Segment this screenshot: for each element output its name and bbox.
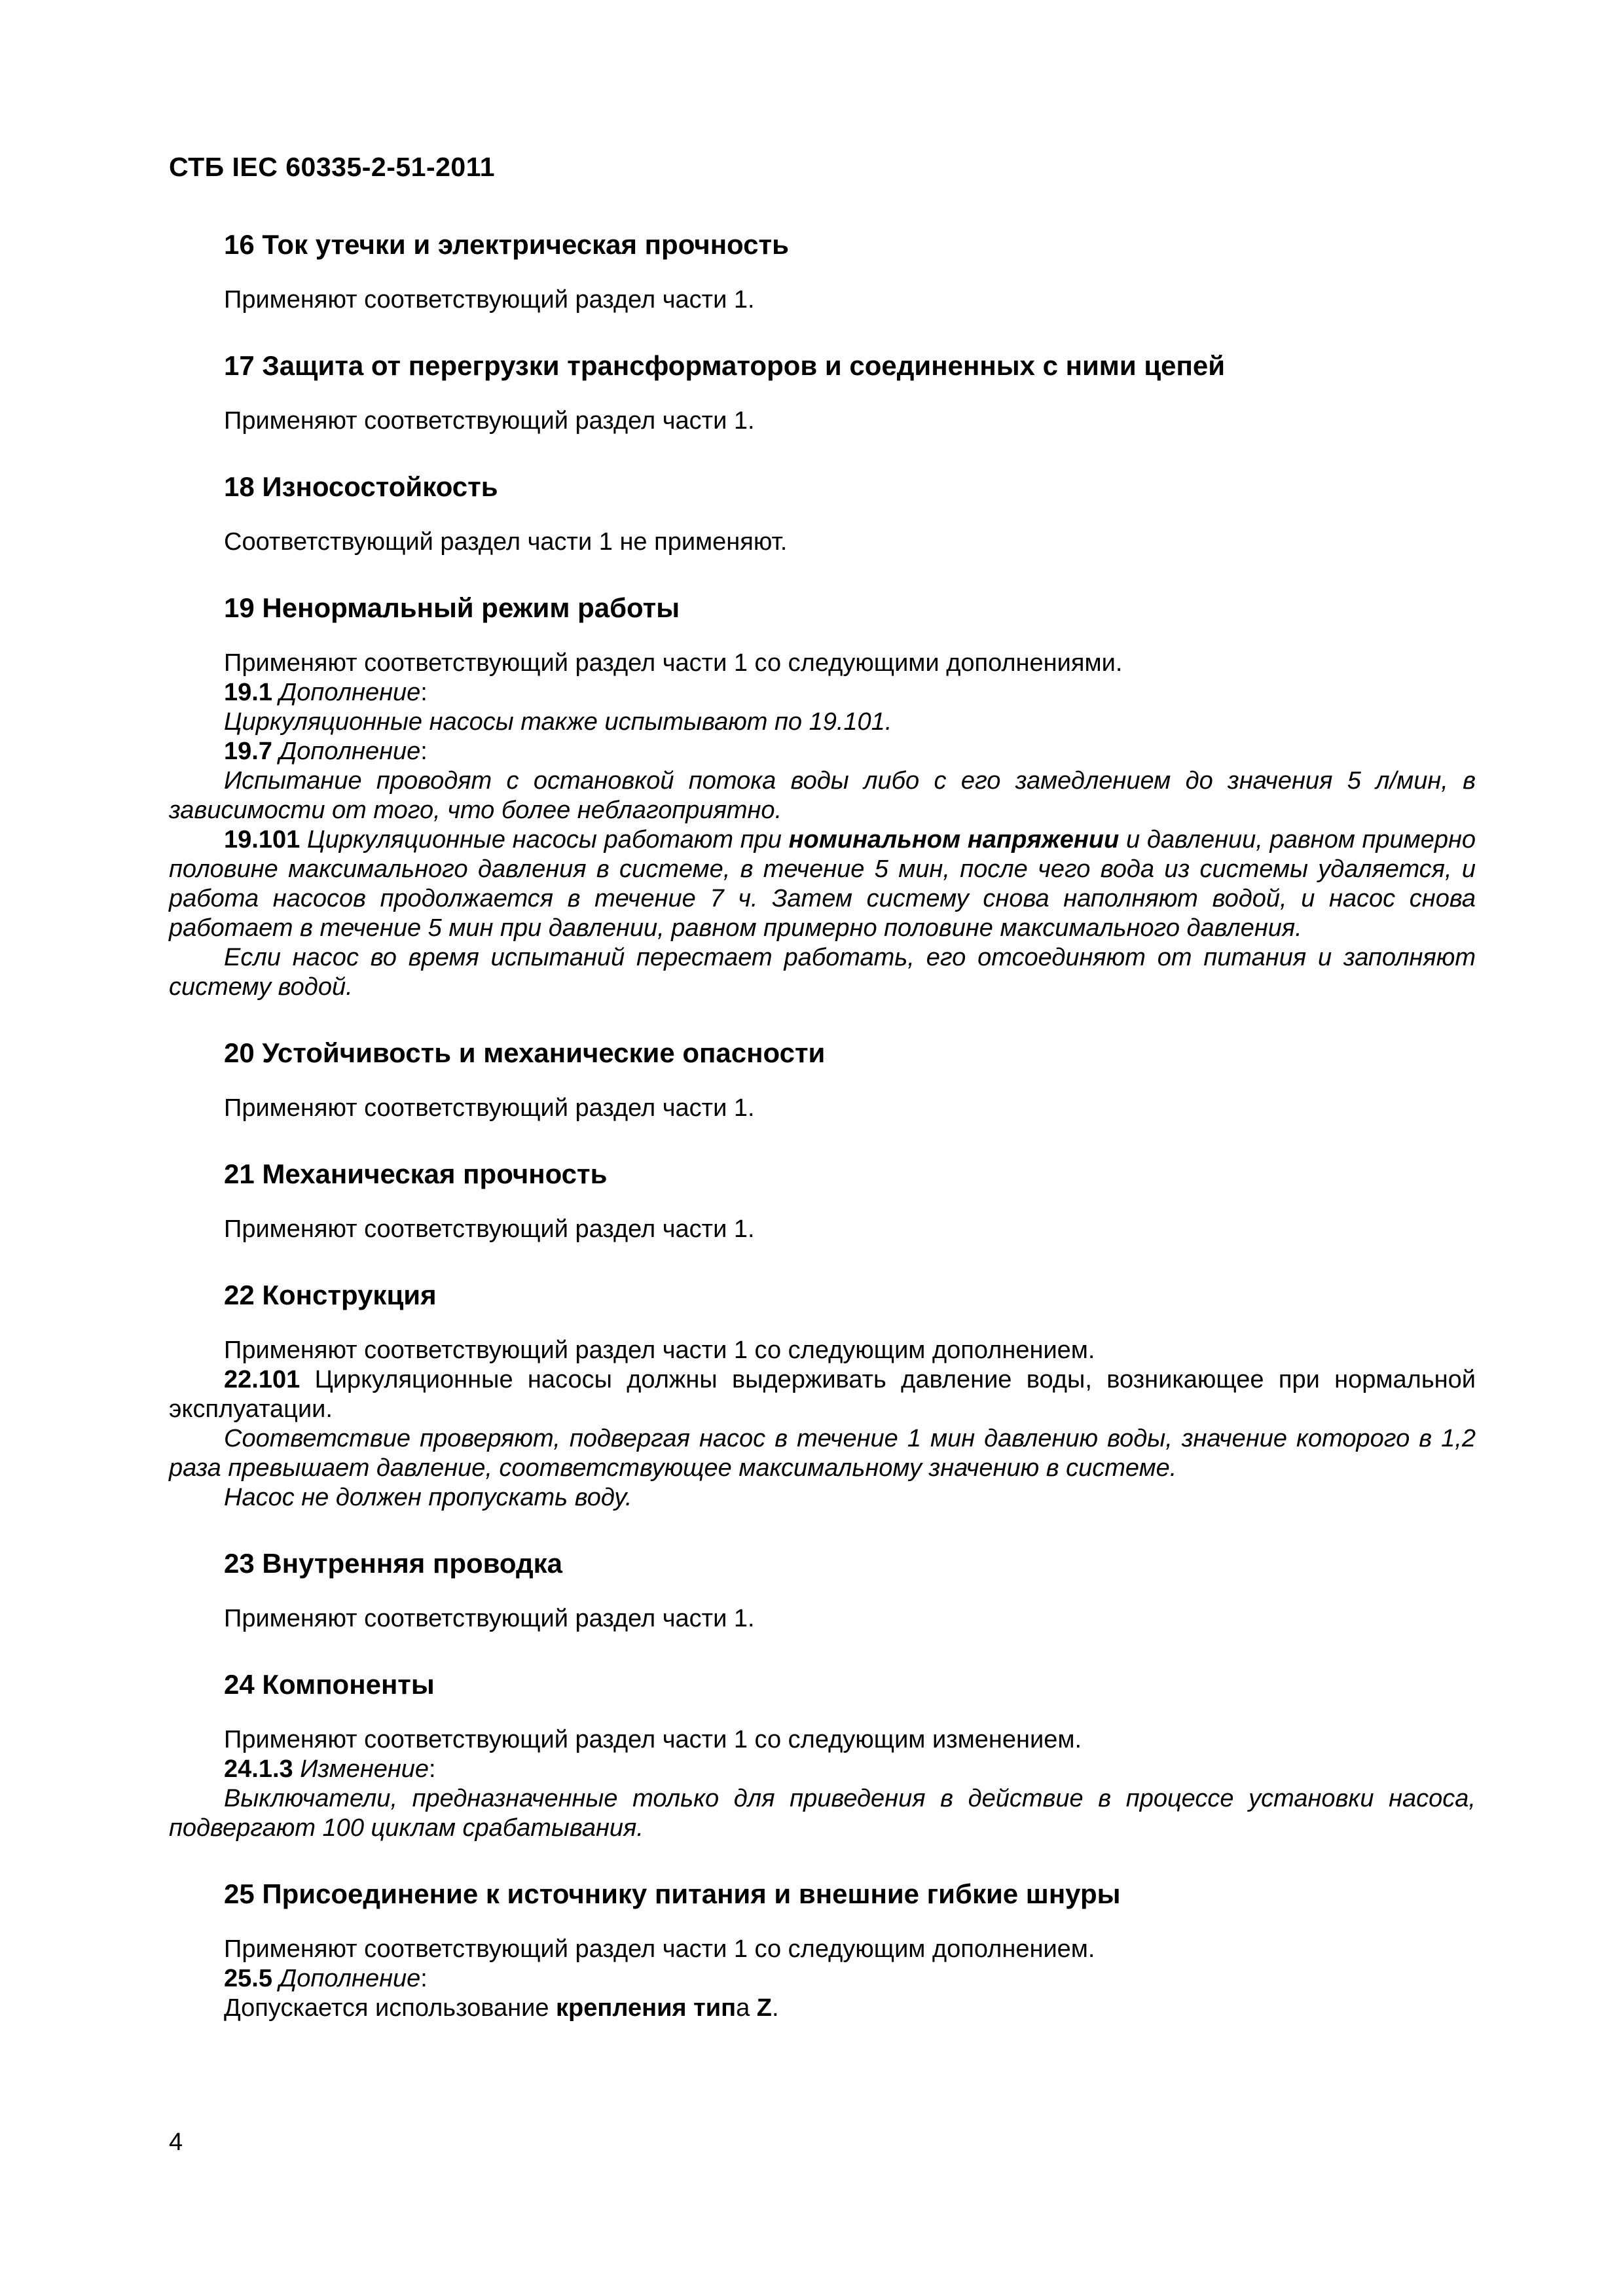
clause-25-5-text (169, 1994, 1476, 2023)
section-25-title: 25 Присоединение к источнику питания и внешние гибкие шнуры (224, 1878, 1121, 1909)
clause-19-101-text-a: Циркуляционные насосы работают при (306, 826, 782, 853)
clause-25-5-term-a: крепления тип (556, 1994, 737, 2022)
clause-25-5-text-b: а (736, 1994, 750, 2022)
section-23 (169, 1547, 1476, 1634)
section-20-title: 20 Устойчивость и механические опасности (224, 1037, 826, 1068)
clause-19-1-colon: : (420, 679, 428, 706)
clause-22-101-text (169, 1365, 1476, 1424)
clause-19-101-text-b: и давлении, равном примерно половине максимального давления в системе, в течение 5 мин, после чего вода из системы удаляется, и работа насосов продолжается в течение 7 ч. Затем систему снова наполняют водой, и насос снова работает в течение 5 мин при давлении, равном примерно половине максимального давления. (169, 826, 1476, 942)
clause-22-101-number: 22.101 (224, 1366, 301, 1393)
section-17-text: Применяют соответствующий раздел части 1. (224, 407, 755, 435)
clause-22-101-check: Соответствие проверяют, подвергая насос в течение 1 мин давлению воды, значение которого в 1,2 раза превышает давление, соответствующее максимальному значению в системе. (169, 1425, 1476, 1482)
section-22-title: 22 Конструкция (224, 1280, 437, 1310)
clause-24-1-3-text: Выключатели, предназначенные только для приведения в действие в процессе установки насоса, подвергают 100 циклам срабатывания. (169, 1785, 1476, 1842)
page-number: 4 (169, 2128, 183, 2156)
clause-24-1-3-colon: : (429, 1755, 436, 1783)
clause-19-1-text: Циркуляционные насосы также испытывают по 19.101. (224, 708, 892, 736)
clause-24-1-3-number: 24.1.3 (224, 1755, 293, 1783)
clause-19-101-number: 19.101 (224, 826, 301, 853)
section-16-text: Применяют соответствующий раздел части 1. (224, 286, 755, 314)
section-21-title: 21 Механическая прочность (224, 1158, 608, 1189)
clause-19-7-text: Испытание проводят с остановкой потока воды либо с его замедлением до значения 5 л/мин, в зависимости от того, что более неблагоприятно. (169, 767, 1476, 824)
section-24-title: 24 Компоненты (224, 1669, 435, 1700)
section-23-title: 23 Внутренняя проводка (224, 1548, 563, 1579)
section-25-intro: Применяют соответствующий раздел части 1 со следующим дополнением. (224, 1935, 1095, 1963)
clause-25-5-label: Дополнение (279, 1965, 421, 1992)
clause-25-5-term-b: Z (756, 1994, 773, 2022)
section-21-text: Применяют соответствующий раздел части 1. (224, 1215, 755, 1243)
clause-25-5-text-a: Допускается использование (224, 1994, 549, 2022)
clause-19-7-label: Дополнение (279, 738, 421, 765)
section-23-text: Применяют соответствующий раздел части 1. (224, 1605, 755, 1632)
section-19 (169, 591, 1476, 1002)
section-24-intro: Применяют соответствующий раздел части 1 со следующим изменением. (224, 1726, 1082, 1753)
clause-19-7-colon: : (420, 738, 428, 765)
clause-22-101-requirement: Насос не должен пропускать воду. (224, 1484, 632, 1511)
section-25 (169, 1877, 1476, 2023)
section-16-title: 16 Ток утечки и электрическая прочность (224, 229, 789, 260)
clause-22-101-body: Циркуляционные насосы должны выдерживать давление воды, возникающее при нормальной эксплуатации. (169, 1366, 1476, 1423)
clause-19-101-term: номинальном напряжении (788, 826, 1120, 853)
section-18-text: Соответствующий раздел части 1 не применяют. (224, 528, 788, 556)
section-17-title: 17 Защита от перегрузки трансформаторов и соединенных с ними цепей (224, 350, 1226, 381)
section-22 (169, 1278, 1476, 1513)
clause-19-7-heading (169, 737, 1476, 766)
section-20 (169, 1036, 1476, 1123)
section-21 (169, 1157, 1476, 1244)
clause-19-101-text (169, 825, 1476, 943)
section-22-intro: Применяют соответствующий раздел части 1 со следующим дополнением. (224, 1336, 1095, 1364)
clause-19-7-number: 19.7 (224, 738, 272, 765)
clause-19-1-label: Дополнение (279, 679, 421, 706)
section-20-text: Применяют соответствующий раздел части 1. (224, 1094, 755, 1122)
section-18 (169, 470, 1476, 557)
section-19-title: 19 Ненормальный режим работы (224, 592, 680, 623)
section-24 (169, 1668, 1476, 1843)
standard-designation: СТБ IEC 60335-2-51-2011 (169, 152, 496, 182)
clause-25-5-heading (169, 1964, 1476, 1994)
clause-19-1-number: 19.1 (224, 679, 272, 706)
clause-24-1-3-label: Изменение (300, 1755, 429, 1783)
section-18-title: 18 Износостойкость (224, 471, 498, 502)
clause-19-101-text-c: Если насос во время испытаний перестает работать, его отсоединяют от питания и заполняют систему водой. (169, 944, 1476, 1001)
clause-24-1-3-heading (169, 1755, 1476, 1784)
section-17 (169, 349, 1476, 436)
section-19-intro: Применяют соответствующий раздел части 1 со следующими дополнениями. (224, 649, 1123, 677)
clause-19-1-heading (169, 678, 1476, 708)
section-16 (169, 228, 1476, 315)
clause-25-5-colon: : (420, 1965, 428, 1992)
document-body (169, 228, 1476, 2023)
clause-25-5-number: 25.5 (224, 1965, 272, 1992)
clause-25-5-end: . (772, 1994, 779, 2022)
